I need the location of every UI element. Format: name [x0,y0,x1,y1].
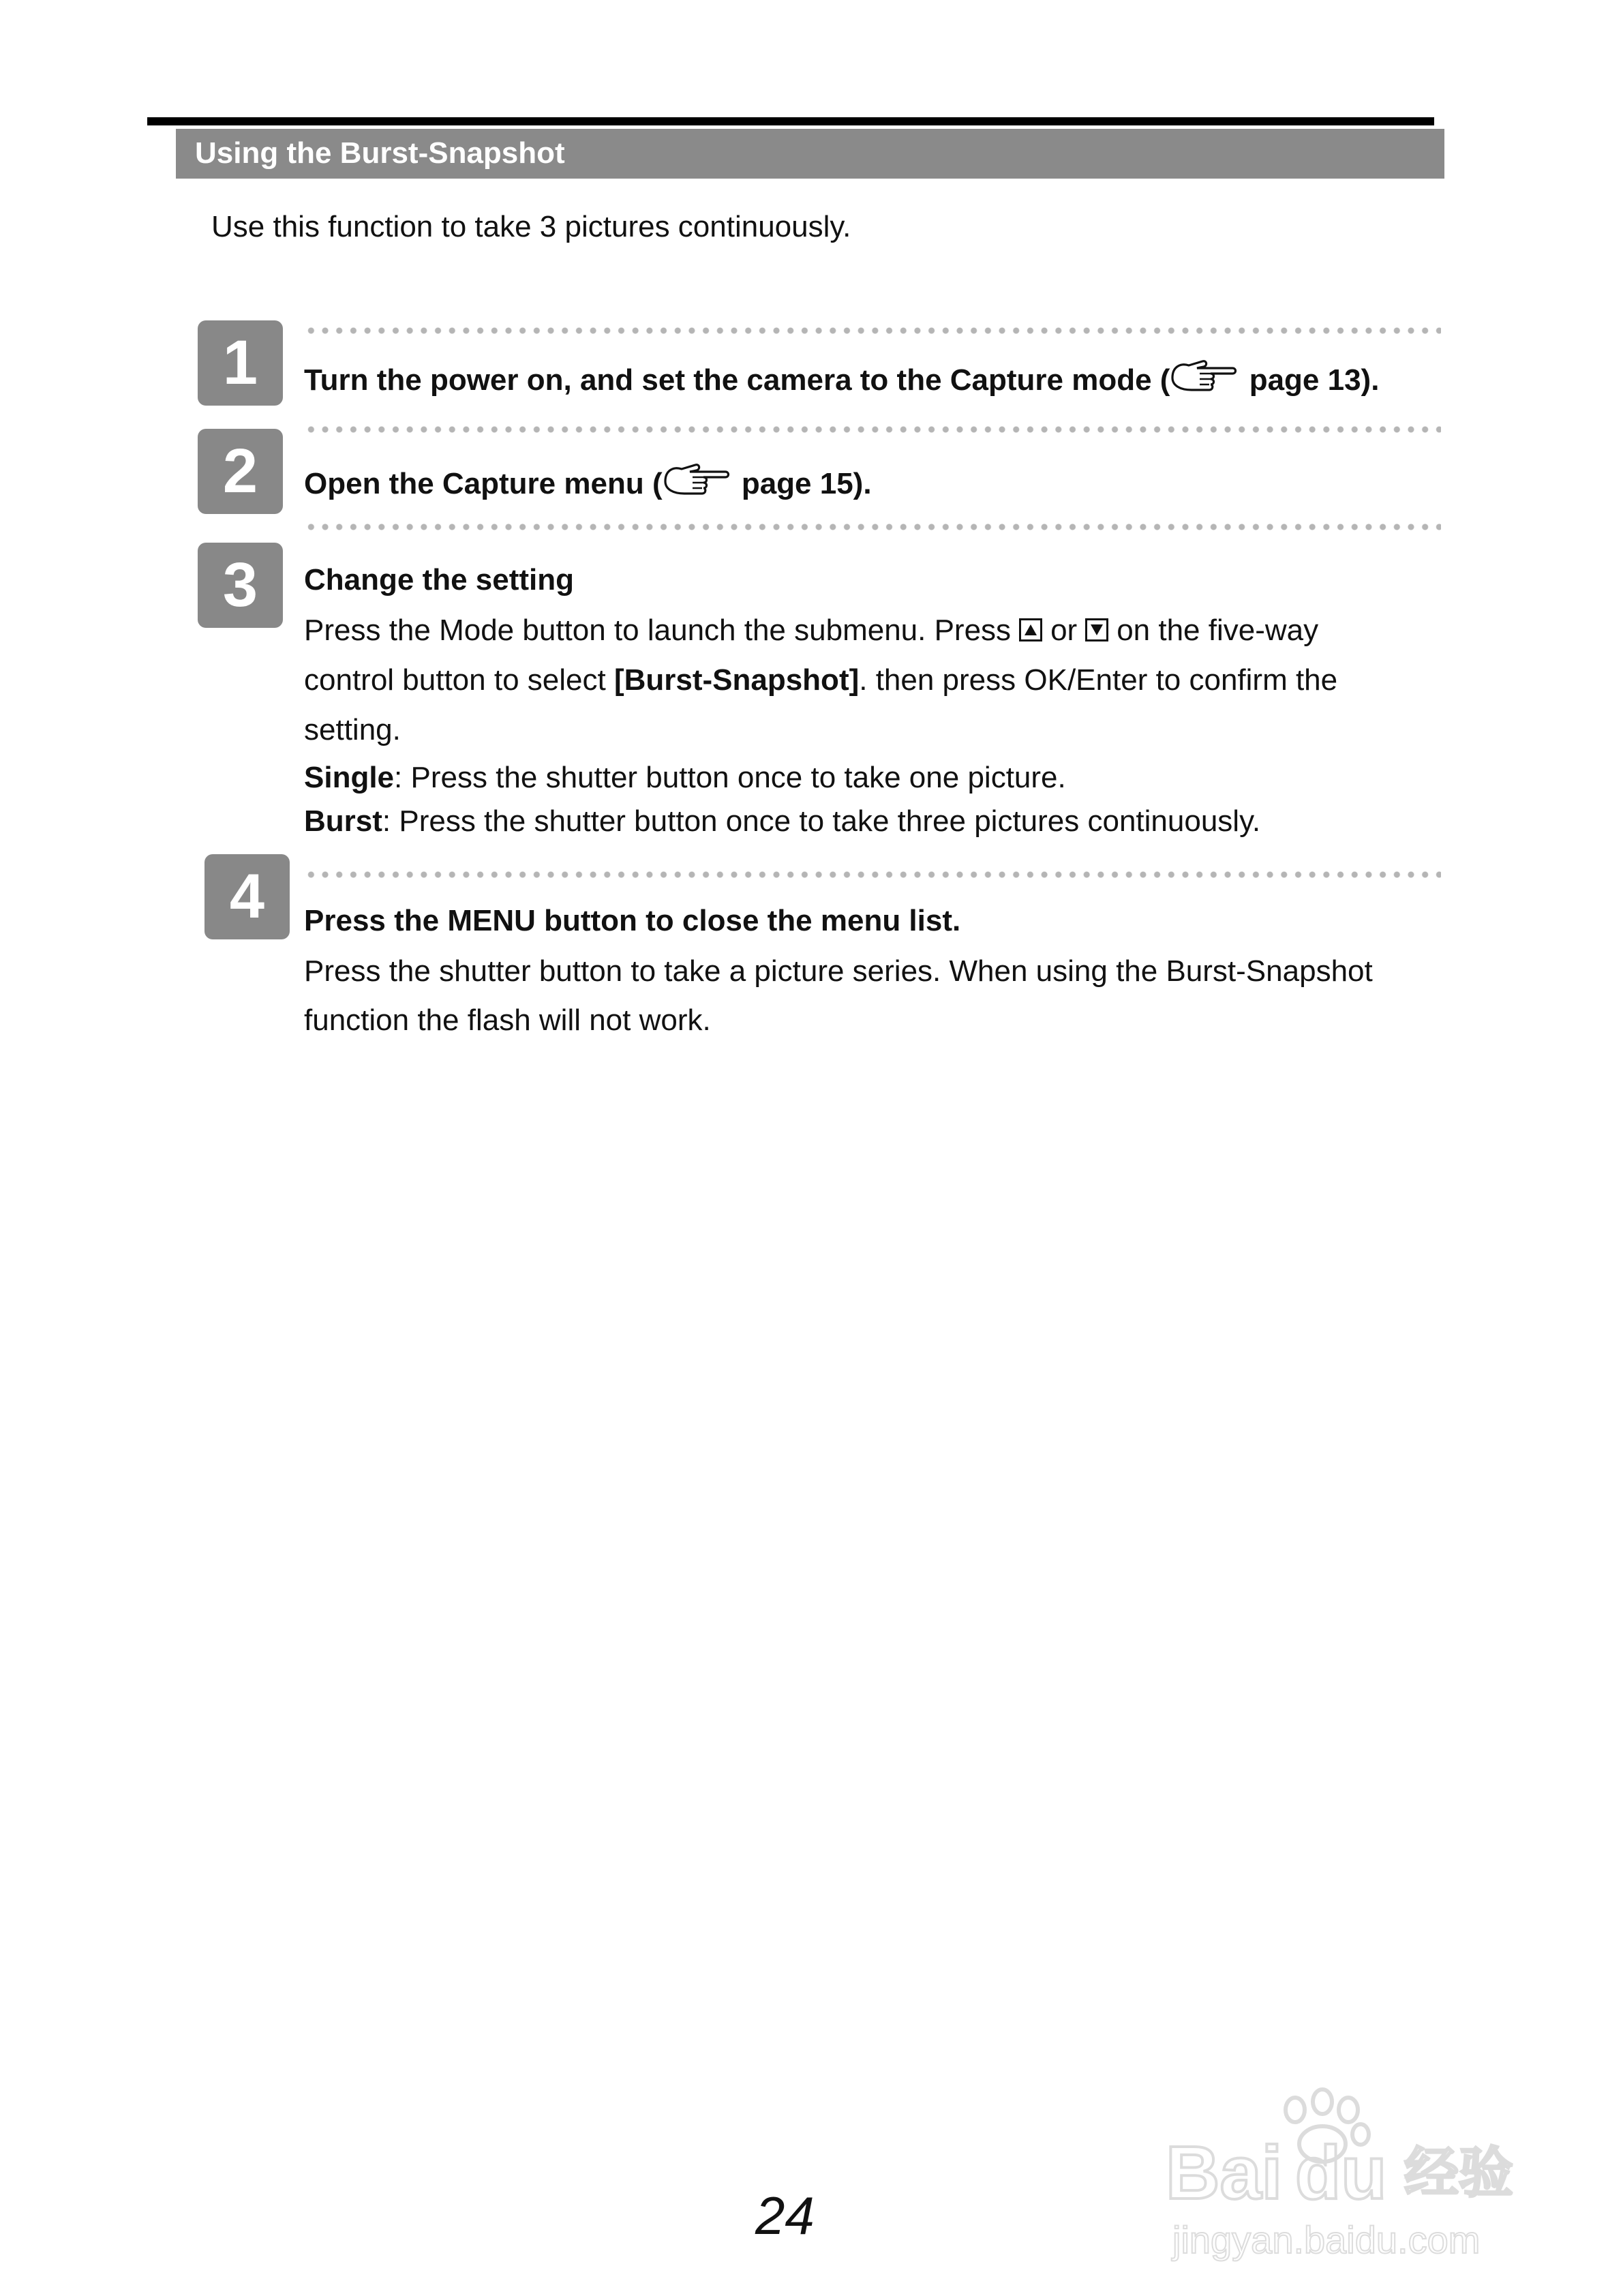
down-arrow-icon [1085,618,1108,641]
step-3-line-3: setting. [304,713,401,746]
step-3-title: Change the setting [304,563,575,596]
step-3-line-2: control button to select [Burst-Snapshot]. then press OK/Enter to confirm the [304,663,1338,697]
step-1-badge: 1 [198,320,283,406]
pointing-hand-icon [663,462,733,498]
step-4-title: Press the MENU button to close the menu list. [304,904,961,937]
step-2-title: Open the Capture menu ( page 15). [304,462,872,501]
top-rule [147,117,1434,125]
step-3-line-1: Press the Mode button to launch the submenu. Press or on the five-way [304,614,1319,647]
step-3-badge: 3 [198,543,283,628]
svg-text:经验: 经验 [1404,2141,1513,2205]
dotted-divider [304,327,1441,334]
step-1-title: Turn the power on, and set the camera to the Capture mode ( page 13). [304,359,1379,397]
dotted-divider [304,524,1441,530]
step-4-line-1: Press the shutter button to take a picture series. When using the Burst-Snapshot [304,954,1373,988]
step-4-badge: 4 [204,854,290,939]
svg-text:Bai: Bai [1166,2131,1283,2215]
svg-text:du: du [1295,2131,1387,2215]
svg-text:jingyan.baidu.com: jingyan.baidu.com [1172,2218,1481,2261]
dotted-divider [304,871,1441,878]
page-number: 24 [755,2186,815,2246]
intro-text: Use this function to take 3 pictures continuously. [211,210,851,243]
section-title: Using the Burst-Snapshot [195,136,565,170]
dotted-divider [304,426,1441,433]
step-2-badge: 2 [198,429,283,514]
step-4-line-2: function the flash will not work. [304,1003,711,1037]
section-header [176,129,1444,179]
step-3-single: Single: Press the shutter button once to take one picture. [304,761,1066,794]
step-3-burst: Burst: Press the shutter button once to take three pictures continuously. [304,804,1261,838]
up-arrow-icon [1019,618,1042,641]
pointing-hand-icon [1170,359,1241,394]
baidu-watermark [1159,2069,1541,2274]
